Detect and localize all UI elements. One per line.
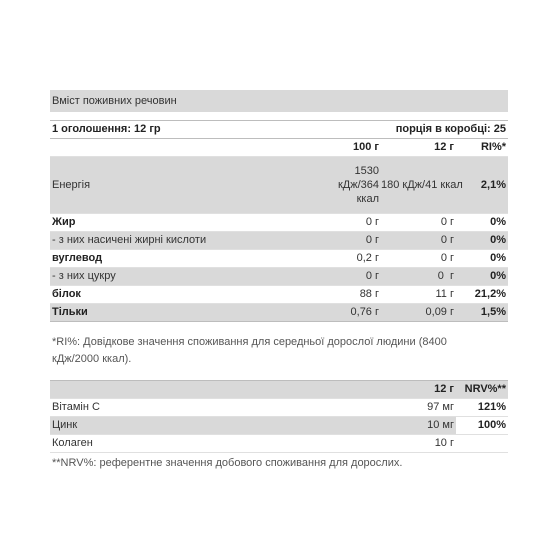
- nutrition-panel: [50, 90, 508, 472]
- vitamin-amount: 10 г: [434, 437, 454, 449]
- table-row-energy: [50, 157, 508, 214]
- nutrient-name: Тільки: [52, 306, 88, 318]
- nutrient-per100: 1530 кДж/364 ккал: [337, 165, 379, 205]
- nutrient-per100: 0,76 г: [350, 306, 379, 318]
- nutrient-name: білок: [52, 288, 81, 300]
- nutrient-per100: 88 г: [359, 288, 379, 300]
- vitamin-amount: 10 мг: [427, 419, 454, 431]
- vitamin-name: Колаген: [52, 437, 93, 449]
- table-row-carbs: [50, 250, 508, 268]
- vitamin-row-zinc: [50, 417, 508, 435]
- nutrient-ri: 0%: [490, 270, 506, 282]
- nutrient-per12: 0 г: [440, 216, 454, 228]
- table-header-row: [50, 139, 508, 157]
- nutrient-per12: 0 г: [440, 234, 454, 246]
- servings-per-box: порція в коробці: 25: [395, 123, 506, 135]
- nrv-footnote: **NRV%: референтне значення добового споживання для дорослих.: [52, 457, 403, 469]
- panel-title: Вміст поживних речовин: [50, 90, 508, 112]
- nutrient-ri: 0%: [490, 216, 506, 228]
- vitamin-row-collagen: [50, 435, 508, 453]
- nutrient-ri: 21,2%: [474, 288, 506, 300]
- nutrient-per12: 0 г: [437, 270, 454, 282]
- nutrient-name: - з них насичені жирні кислоти: [52, 234, 207, 246]
- nutrient-per100: 0,2 г: [356, 252, 379, 264]
- vitamin-header-amount: 12 г: [434, 383, 454, 395]
- nutrient-name: Енергія: [52, 179, 91, 191]
- table-row-salt: [50, 304, 508, 322]
- table-row-protein: [50, 286, 508, 304]
- header-ri: RI%*: [480, 141, 506, 153]
- nutrient-ri: 2,1%: [480, 179, 506, 191]
- vitamin-name: Вітамін С: [52, 401, 100, 413]
- table-row-saturated: [50, 232, 508, 250]
- nutrient-ri: 0%: [490, 252, 506, 264]
- nutrient-name: - з них цукру: [52, 270, 116, 282]
- vitamin-nrv: 121%: [477, 401, 506, 413]
- nutrient-per12: 0,09 г: [425, 306, 454, 318]
- nutrient-ri: 1,5%: [480, 306, 506, 318]
- serving-row: [50, 120, 508, 139]
- nutrient-name: Жир: [52, 216, 76, 228]
- nutrient-per100: 0 г: [365, 270, 379, 282]
- vitamin-row-c: [50, 399, 508, 417]
- table-row-sugar: [50, 268, 508, 286]
- header-per100: 100 г: [353, 141, 379, 153]
- nutrient-per100: 0 г: [365, 234, 379, 246]
- nutrient-per12: 11 г: [435, 288, 454, 300]
- vitamin-header-row: [50, 380, 508, 399]
- vitamin-name: Цинк: [52, 419, 78, 431]
- ri-footnote: *RI%: Довідкове значення споживання для середньої дорослої людини (8400 кДж/2000 ккал).: [52, 336, 447, 365]
- nutrient-per12: 180 кДж/41 ккал: [381, 179, 463, 191]
- nutrient-per12: 0 г: [440, 252, 454, 264]
- vitamin-header-nrv: NRV%**: [464, 383, 506, 395]
- vitamin-nrv: 100%: [456, 417, 508, 434]
- nutrient-name: вуглевод: [52, 252, 103, 264]
- header-per12: 12 г: [434, 141, 454, 153]
- serving-size: 1 оголошення: 12 гр: [52, 123, 161, 135]
- table-row-fat: [50, 214, 508, 232]
- nutrient-ri: 0%: [490, 234, 506, 246]
- vitamin-amount: 97 мг: [427, 401, 454, 413]
- nutrient-per100: 0 г: [365, 216, 379, 228]
